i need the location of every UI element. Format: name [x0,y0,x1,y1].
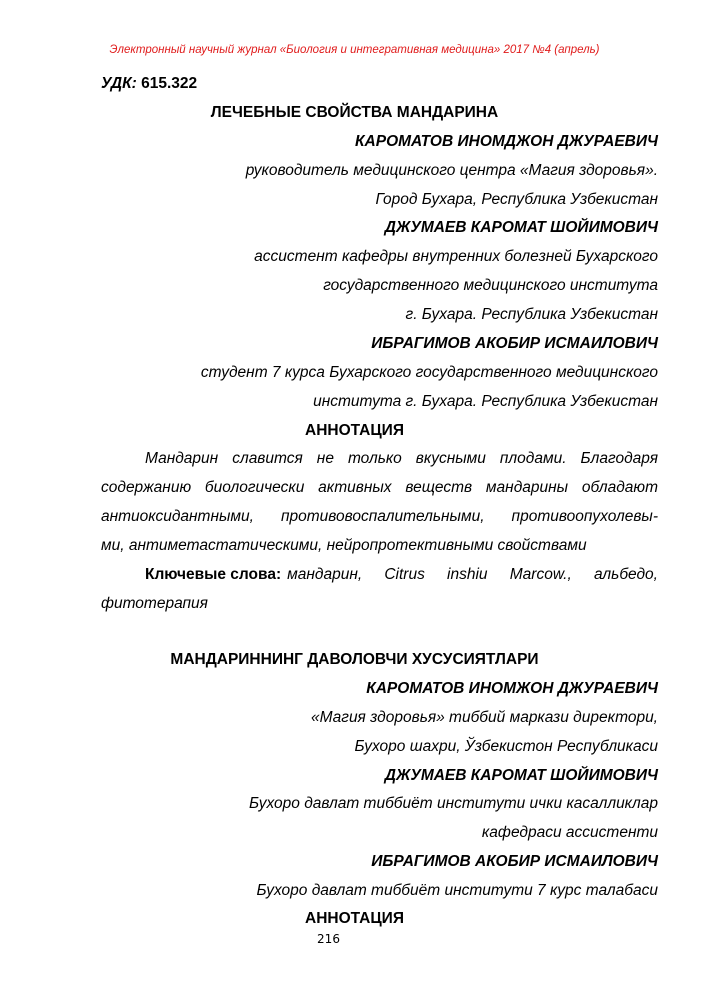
page-number: 216 [317,932,340,946]
affiliation2-ru-line3: г. Бухара. Республика Узбекистан [405,306,658,323]
affiliation1-uz-line2: Бухоро шахри, Ўзбекистон Республикаси [354,738,658,755]
udk-line [101,74,197,94]
affiliation1-ru-line1: руководитель медицинского центра «Магия здоровья». [245,162,658,179]
udk-value: 615.322 [136,75,198,92]
affiliation2-ru-line1: ассистент кафедры внутренних болезней Бухарского [254,248,658,265]
affiliation1-ru-line2: Город Бухара, Республика Узбекистан [375,191,658,208]
author1-uz: КАРОМАТОВ ИНОМЖОН ДЖУРАЕВИЧ [366,680,658,697]
annotation-heading-ru: АННОТАЦИЯ [305,422,404,439]
keywords-values: мандарин, Citrus inshiu Marcow., альбедо, [287,566,658,583]
article-title-ru: ЛЕЧЕБНЫЕ СВОЙСТВА МАНДАРИНА [210,104,499,121]
annotation-heading-uz: АННОТАЦИЯ [305,910,404,927]
author3-uz: ИБРАГИМОВ АКОБИР ИСМАИЛОВИЧ [371,853,658,870]
keywords-line1 [145,565,658,585]
author3-ru: ИБРАГИМОВ АКОБИР ИСМАИЛОВИЧ [371,335,658,352]
abstract-ru-line1: Мандарин славится не только вкусными плодами. Благодаря [145,450,658,467]
affiliation2-ru-line2: государственного медицинского института [323,277,658,294]
author2-uz: ДЖУМАЕВ КАРОМАТ ШОЙИМОВИЧ [384,767,658,784]
journal-header: Электронный научный журнал «Биология и интегративная медицина» 2017 №4 (апрель) [109,44,600,56]
abstract-ru-line3: антиоксидантными, противовоспалительными, противоопухолевы- [101,508,658,525]
affiliation3-uz-line1: Бухоро давлат тиббиёт институти 7 курс талабаси [256,882,658,899]
affiliation2-uz-line2: кафедраси ассистенти [481,824,658,841]
affiliation2-uz-line1: Бухоро давлат тиббиёт институти ички касалликлар [248,795,658,812]
affiliation1-uz-line1: «Магия здоровья» тиббий маркази директори, [310,709,658,726]
affiliation3-ru-line1: студент 7 курса Бухарского государственного медицинского [200,364,658,381]
abstract-ru-line2: содержанию биологически активных веществ мандарины обладают [101,479,658,496]
keywords-label: Ключевые слова: [145,566,282,583]
abstract-ru-line4: ми, антиметастатическими, нейропротективными свойствами [101,537,587,554]
keywords-line2: фитотерапия [101,595,208,612]
affiliation3-ru-line2: института г. Бухара. Республика Узбекистан [313,393,658,410]
author2-ru: ДЖУМАЕВ КАРОМАТ ШОЙИМОВИЧ [384,219,658,236]
udk-label: УДК: [101,75,137,92]
article-title-uz: МАНДАРИННИНГ ДАВОЛОВЧИ ХУСУСИЯТЛАРИ [170,651,539,668]
author1-ru: КАРОМАТОВ ИНОМДЖОН ДЖУРАЕВИЧ [355,133,658,150]
